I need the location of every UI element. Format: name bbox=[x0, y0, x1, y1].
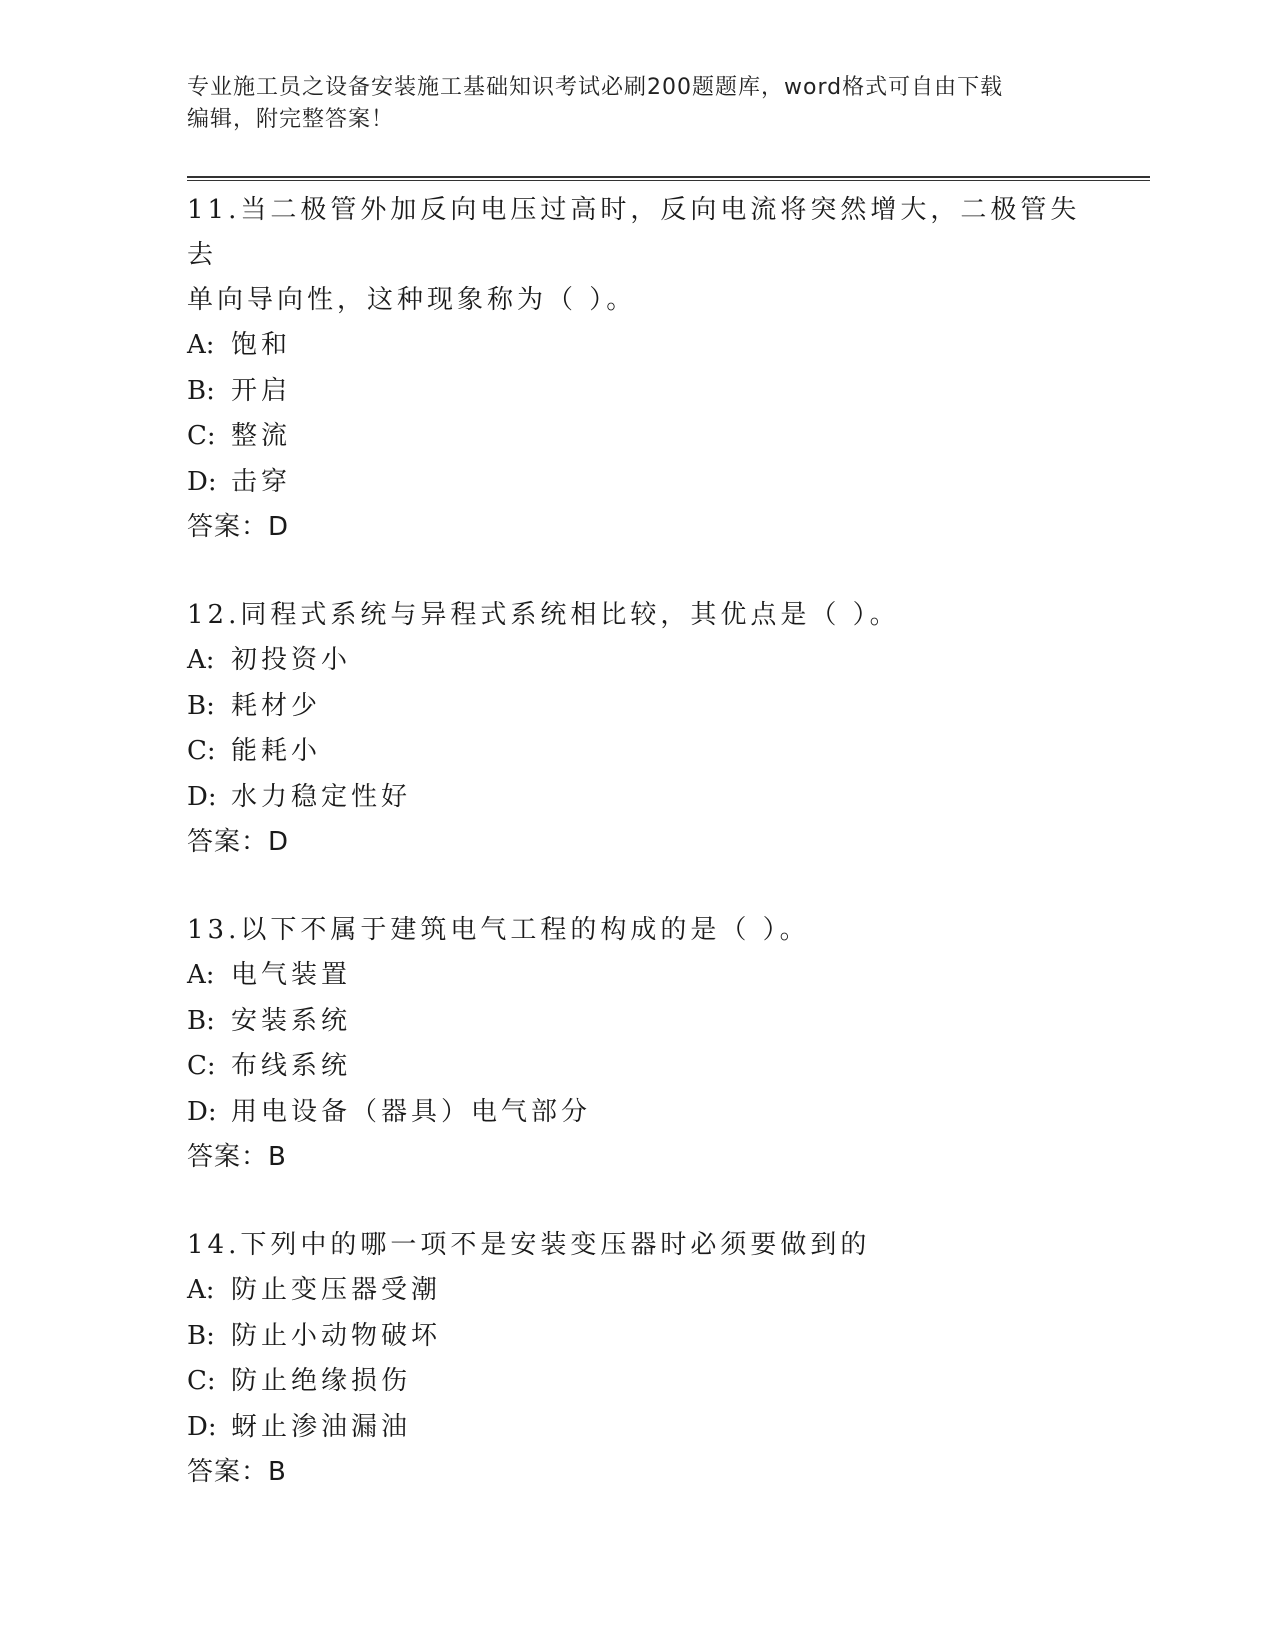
answer-line: 答案：B bbox=[187, 1457, 287, 1487]
question-13 bbox=[187, 908, 1087, 1180]
option-text: 电气装置 bbox=[231, 960, 352, 990]
option-d bbox=[187, 775, 1087, 821]
option-text: 安装系统 bbox=[231, 1005, 352, 1036]
option-text: 水力稳定性好 bbox=[231, 781, 412, 812]
option-a bbox=[187, 638, 1087, 684]
option-letter: A: bbox=[187, 645, 215, 675]
question-stem-line-1: 14.下列中的哪一项不是安装变压器时必须要做到的 bbox=[187, 1230, 871, 1260]
option-c bbox=[187, 1359, 1087, 1405]
question-12 bbox=[187, 593, 1087, 865]
option-letter: C: bbox=[187, 1366, 216, 1396]
option-letter: A: bbox=[187, 1275, 215, 1305]
question-stem bbox=[187, 593, 1087, 638]
header-divider bbox=[187, 176, 1150, 181]
option-text: 整流 bbox=[231, 421, 292, 451]
option-c bbox=[187, 414, 1087, 460]
option-letter: D: bbox=[187, 1411, 217, 1442]
option-b bbox=[187, 684, 1087, 730]
header-title-line-1: 专业施工员之设备安装施工基础知识考试必刷200题题库，word格式可自由下载 bbox=[187, 75, 1004, 100]
option-text: 防止绝缘损伤 bbox=[231, 1366, 412, 1396]
option-letter: B: bbox=[187, 690, 215, 721]
option-b bbox=[187, 369, 1087, 415]
question-stem-line-2: 单向导向性，这种现象称为（ ）。 bbox=[187, 285, 637, 315]
option-letter: B: bbox=[187, 1005, 215, 1036]
option-letter: D: bbox=[187, 1096, 217, 1127]
question-stem bbox=[187, 188, 1087, 323]
option-c bbox=[187, 1044, 1087, 1090]
option-letter: D: bbox=[187, 781, 217, 812]
option-letter: C: bbox=[187, 421, 216, 451]
question-stem bbox=[187, 908, 1087, 953]
option-text: 开启 bbox=[231, 375, 292, 406]
option-b bbox=[187, 1314, 1087, 1360]
answer-line: 答案：B bbox=[187, 1142, 287, 1172]
option-text: 耗材少 bbox=[231, 690, 322, 721]
document-header bbox=[187, 72, 1067, 136]
option-text: 能耗小 bbox=[231, 736, 322, 766]
option-a bbox=[187, 323, 1087, 369]
option-a bbox=[187, 953, 1087, 999]
option-a bbox=[187, 1268, 1087, 1314]
option-d bbox=[187, 460, 1087, 506]
option-text: 蚜止渗油漏油 bbox=[231, 1411, 412, 1442]
question-stem-line-1: 11.当二极管外加反向电压过高时，反向电流将突然增大，二极管失去 bbox=[187, 195, 1081, 270]
option-letter: B: bbox=[187, 375, 215, 406]
option-letter: A: bbox=[187, 330, 215, 360]
question-14 bbox=[187, 1223, 1087, 1495]
option-text: 初投资小 bbox=[231, 645, 352, 675]
option-letter: D: bbox=[187, 466, 217, 497]
option-d bbox=[187, 1405, 1087, 1451]
question-stem bbox=[187, 1223, 1087, 1268]
option-text: 击穿 bbox=[231, 466, 292, 497]
question-11 bbox=[187, 188, 1087, 550]
option-letter: C: bbox=[187, 1051, 216, 1081]
question-stem-line-1: 13.以下不属于建筑电气工程的构成的是（ ）。 bbox=[187, 915, 810, 945]
answer-line: 答案：D bbox=[187, 512, 290, 542]
option-letter: A: bbox=[187, 960, 215, 990]
option-d bbox=[187, 1090, 1087, 1136]
option-text: 用电设备（器具）电气部分 bbox=[231, 1096, 592, 1127]
question-list bbox=[187, 188, 1087, 1538]
option-text: 布线系统 bbox=[231, 1051, 352, 1081]
option-text: 防止小动物破坏 bbox=[231, 1320, 442, 1351]
option-b bbox=[187, 999, 1087, 1045]
option-letter: C: bbox=[187, 736, 216, 766]
option-text: 防止变压器受潮 bbox=[231, 1275, 442, 1305]
answer-line: 答案：D bbox=[187, 827, 290, 857]
option-c bbox=[187, 729, 1087, 775]
option-letter: B: bbox=[187, 1320, 215, 1351]
header-title-line-2: 编辑，附完整答案！ bbox=[187, 107, 395, 132]
question-stem-line-1: 12.同程式系统与异程式系统相比较，其优点是（ ）。 bbox=[187, 600, 900, 630]
option-text: 饱和 bbox=[231, 330, 292, 360]
